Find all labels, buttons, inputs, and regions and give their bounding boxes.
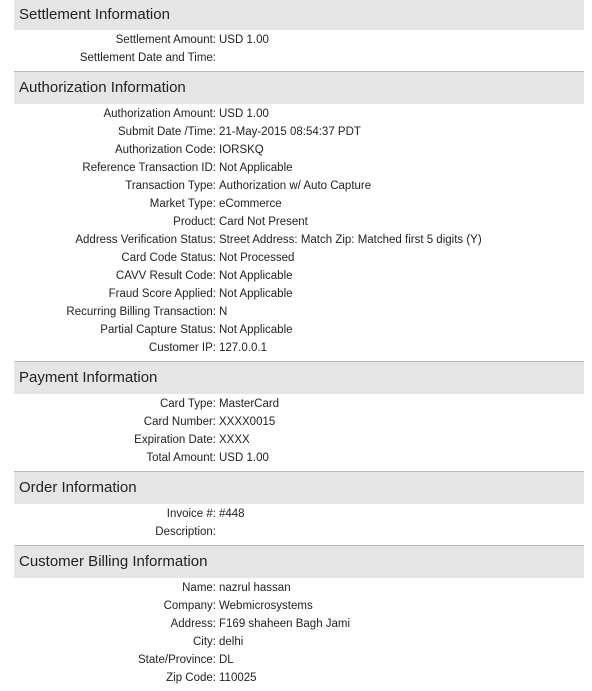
field-label: Authorization Amount: — [103, 108, 216, 120]
field-label: Product: — [173, 216, 216, 228]
section-header: Customer Billing Information — [14, 546, 584, 578]
field-label: Expiration Date: — [134, 434, 216, 446]
field-label: City: — [193, 636, 216, 648]
section-header: Settlement Information — [14, 0, 584, 30]
field-label: Name: — [182, 582, 216, 594]
detail-row — [14, 49, 584, 67]
detail-row — [14, 431, 584, 449]
field-value: Webmicrosystems — [219, 600, 313, 612]
section-header: Authorization Information — [14, 72, 584, 104]
field-label: CAVV Result Code: — [115, 270, 216, 282]
field-value: USD 1.00 — [219, 108, 269, 120]
transaction-details — [14, 0, 584, 691]
detail-row — [14, 141, 584, 159]
field-value: #448 — [219, 508, 245, 520]
field-value: nazrul hassan — [219, 582, 291, 594]
field-label: Reference Transaction ID: — [82, 162, 216, 174]
section-body — [14, 104, 584, 361]
field-value: N — [219, 306, 228, 318]
detail-row — [14, 213, 584, 231]
field-label: Authorization Code: — [114, 144, 216, 156]
field-label: Card Code Status: — [121, 252, 216, 264]
detail-row — [14, 579, 584, 597]
detail-row — [14, 249, 584, 267]
section-order-information — [14, 471, 584, 545]
detail-row — [14, 105, 584, 123]
section-body — [14, 578, 584, 691]
detail-row — [14, 597, 584, 615]
field-value: Not Applicable — [219, 270, 293, 282]
field-label: Card Type: — [159, 398, 216, 410]
detail-row — [14, 195, 584, 213]
field-value: delhi — [219, 636, 244, 648]
detail-row — [14, 449, 584, 467]
field-label: Address: — [170, 618, 216, 630]
field-value: F169 shaheen Bagh Jami — [219, 618, 351, 630]
field-value: XXXX — [219, 434, 250, 446]
detail-row — [14, 231, 584, 249]
field-label: Zip Code: — [166, 672, 216, 684]
section-body — [14, 504, 584, 545]
detail-row — [14, 523, 584, 541]
field-value — [216, 49, 219, 67]
section-settlement-information — [14, 0, 584, 71]
detail-row — [14, 303, 584, 321]
section-body — [14, 30, 584, 71]
field-label: Submit Date /Time: — [118, 126, 216, 138]
field-label: Market Type: — [149, 198, 216, 210]
field-value: USD 1.00 — [219, 34, 269, 46]
field-value: 110025 — [219, 672, 257, 684]
field-label: Fraud Score Applied: — [108, 288, 216, 300]
field-value: Not Applicable — [219, 324, 293, 336]
field-value: Authorization w/ Auto Capture — [219, 180, 372, 192]
detail-row — [14, 651, 584, 669]
detail-row — [14, 413, 584, 431]
detail-row — [14, 31, 584, 49]
field-value: Not Applicable — [219, 288, 293, 300]
detail-row — [14, 633, 584, 651]
field-label: Settlement Date and Time: — [79, 52, 216, 64]
field-label: Transaction Type: — [125, 180, 216, 192]
field-label: Recurring Billing Transaction: — [66, 306, 216, 318]
field-label: Company: — [163, 600, 216, 612]
detail-row — [14, 159, 584, 177]
field-value: MasterCard — [219, 398, 280, 410]
detail-row — [14, 177, 584, 195]
field-label: Description: — [155, 526, 216, 538]
field-label: Card Number: — [143, 416, 216, 428]
section-body — [14, 394, 584, 471]
field-value: DL — [219, 654, 234, 666]
field-label: Total Amount: — [146, 452, 216, 464]
detail-row — [14, 285, 584, 303]
field-value: Card Not Present — [219, 216, 308, 228]
field-value: 127.0.0.1 — [219, 342, 267, 354]
detail-row — [14, 505, 584, 523]
detail-row — [14, 395, 584, 413]
field-value: USD 1.00 — [219, 452, 269, 464]
section-header: Payment Information — [14, 362, 584, 394]
field-value: Street Address: Match Zip: Matched first 5 digits (Y) — [219, 234, 482, 246]
field-value: Not Applicable — [219, 162, 293, 174]
section-customer-billing-information — [14, 545, 584, 691]
detail-row — [14, 615, 584, 633]
field-label: Customer IP: — [148, 342, 216, 354]
detail-row — [14, 321, 584, 339]
detail-row — [14, 669, 584, 687]
field-value: XXXX0015 — [219, 416, 276, 428]
detail-row — [14, 123, 584, 141]
field-label: Partial Capture Status: — [100, 324, 216, 336]
field-value: Not Processed — [219, 252, 295, 264]
field-value: eCommerce — [219, 198, 282, 210]
field-label: Address Verification Status: — [75, 234, 216, 246]
field-value: 21-May-2015 08:54:37 PDT — [219, 126, 361, 138]
field-label: State/Province: — [138, 654, 216, 666]
field-value — [216, 523, 219, 541]
section-payment-information — [14, 361, 584, 471]
section-authorization-information — [14, 71, 584, 361]
detail-row — [14, 339, 584, 357]
detail-row — [14, 267, 584, 285]
field-label: Invoice #: — [166, 508, 216, 520]
field-value: IORSKQ — [219, 144, 264, 156]
section-header: Order Information — [14, 472, 584, 504]
field-label: Settlement Amount: — [115, 34, 216, 46]
